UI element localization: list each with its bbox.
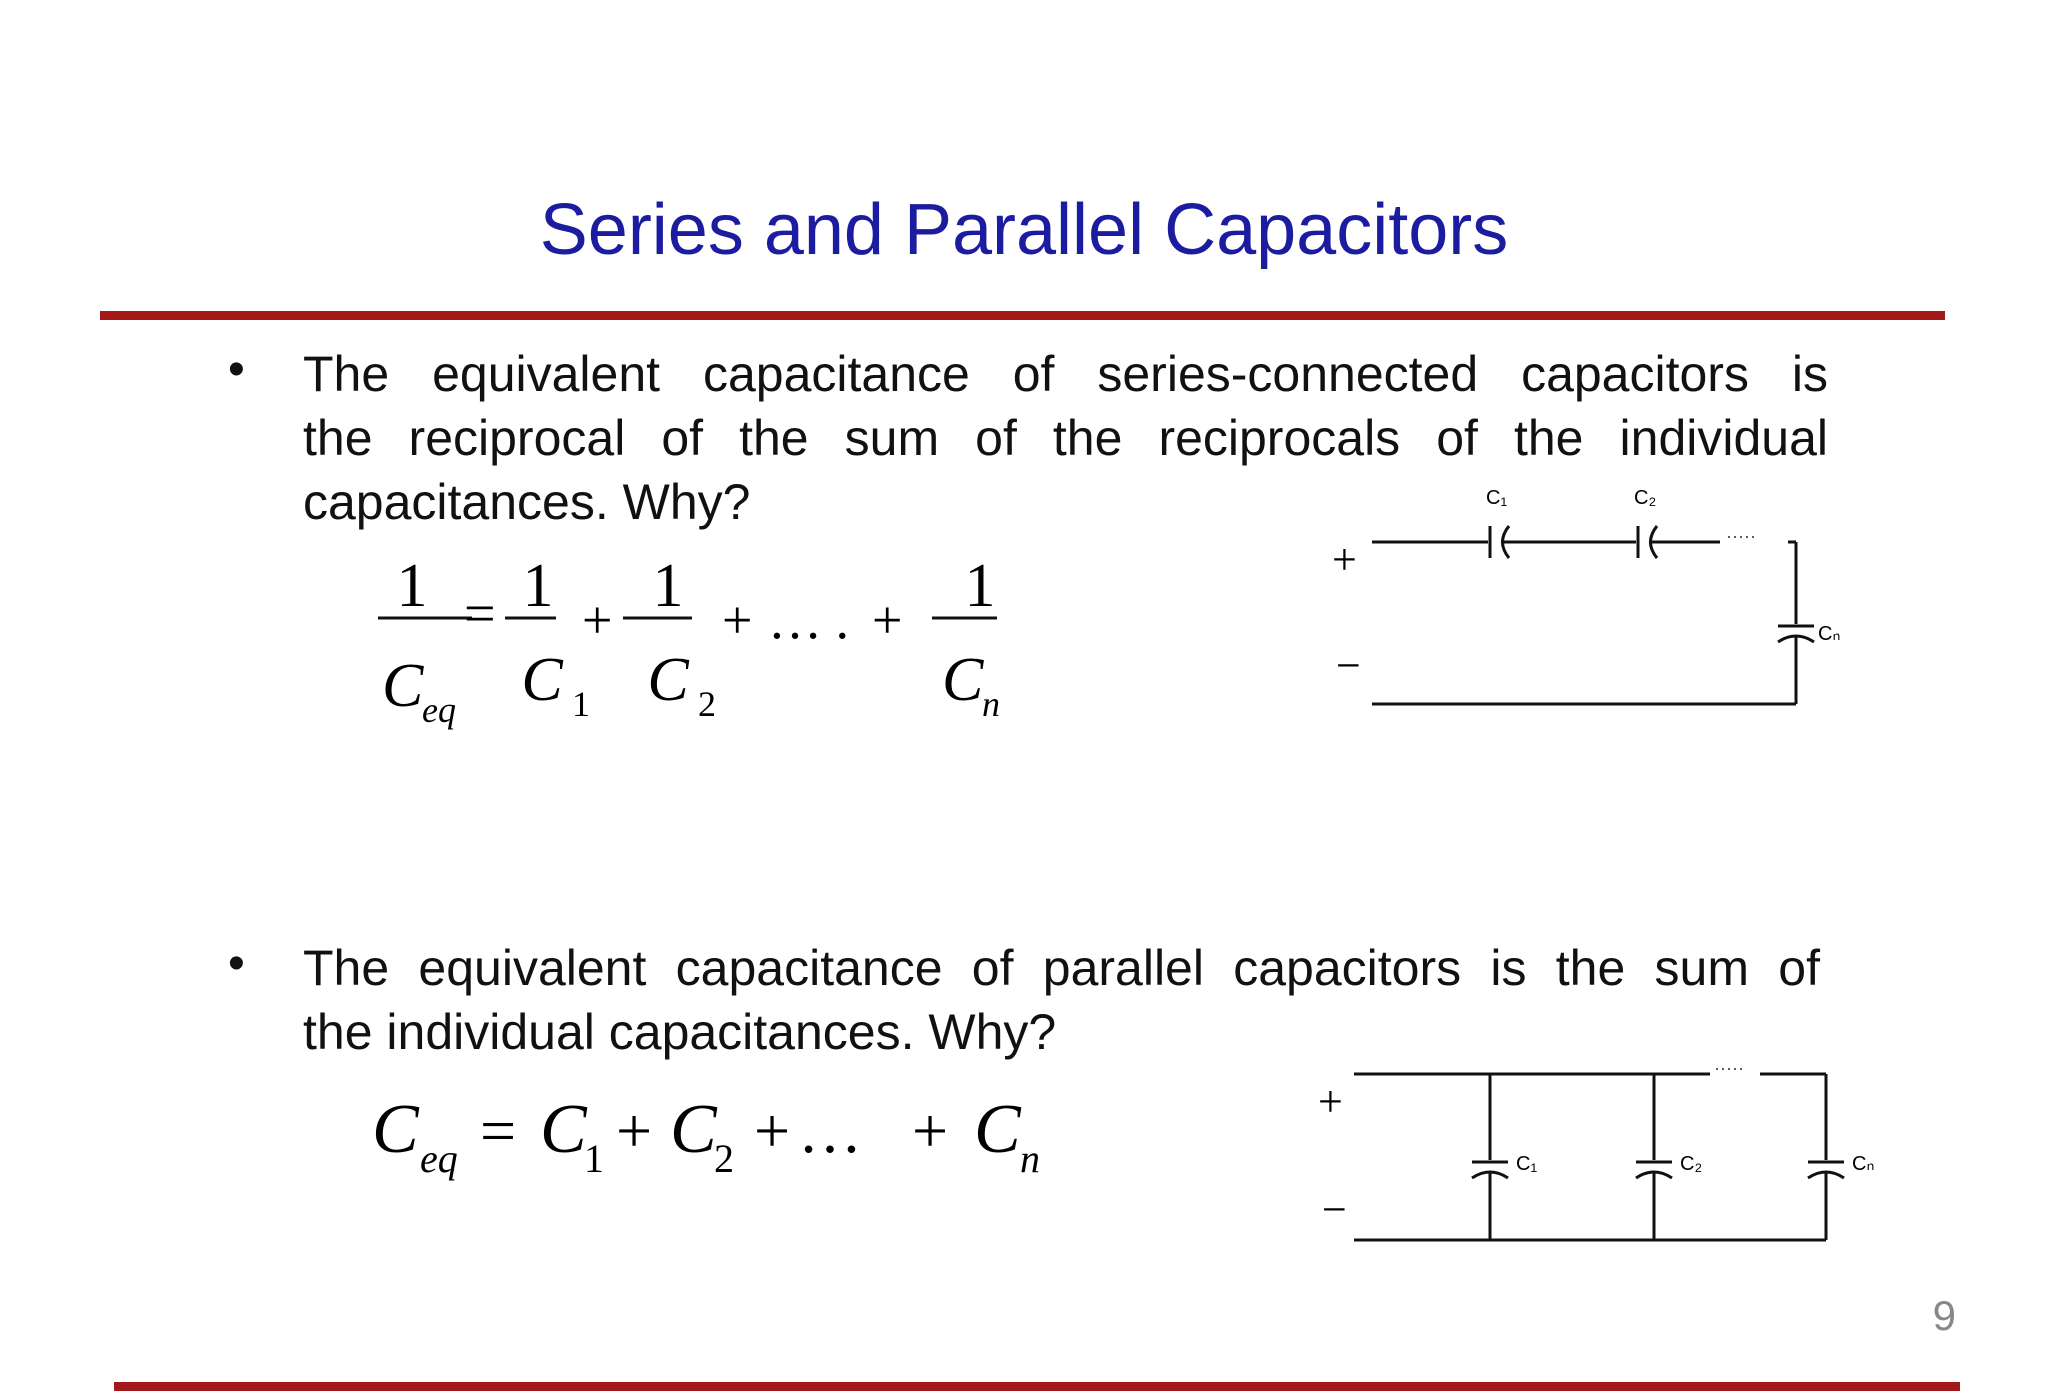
capacitor-label-cn: Cₙ [1818,623,1841,645]
bullet-line: The equivalent capacitance of parallel capacitors is the sum of [303,940,1820,996]
bullet-line: capacitances. Why? [303,474,751,530]
bullet-marker: • [228,937,245,990]
formula-plus: + [872,590,903,650]
formula-c2-sub: 2 [698,684,716,724]
capacitor-label-cn: Cₙ [1852,1153,1875,1175]
bullet-line: the reciprocal of the sum of the reciprocals of the individual [303,410,1828,466]
bullet-line: The equivalent capacitance of series-connected capacitors is [303,346,1828,402]
formula-plus: + [616,1095,653,1166]
formula-c2-sub: 2 [714,1136,734,1181]
terminal-minus: − [1322,1185,1347,1234]
formula-plus: + [912,1095,949,1166]
formula-dots: … . [768,590,849,650]
formula-c1-sub: 1 [584,1136,604,1181]
formula-c1: C [521,646,563,714]
footer-divider [114,1382,1960,1391]
formula-numerator: 1 [652,552,684,620]
formula-c2: C [647,646,689,714]
formula-cn-sub: n [1020,1136,1040,1181]
slide-title: Series and Parallel Capacitors [539,190,1509,270]
formula-ceq: C [372,1091,419,1168]
terminal-plus: + [1332,535,1357,584]
formula-plus: + [754,1095,791,1166]
capacitor-label-c2: C₂ [1680,1153,1703,1175]
formula-ceq-sub: eq [420,1136,458,1181]
formula-equals: = [464,583,496,645]
terminal-minus: − [1336,641,1361,690]
formula-cn: C [942,646,984,714]
series-circuit-diagram [1320,480,1880,720]
bullet-line: the individual capacitances. Why? [303,1004,1057,1060]
formula-numerator: 1 [964,552,996,620]
formula-dots: … [798,1095,862,1166]
formula-equals: = [480,1095,517,1166]
title-divider [100,311,1945,320]
parallel-circuit-diagram [1310,1040,1890,1260]
parallel-formula [370,1090,1070,1210]
capacitor-label-c2: C₂ [1634,487,1657,509]
series-formula [370,550,1020,740]
formula-ceq-sub: eq [422,690,456,730]
formula-ceq: C [382,652,424,720]
terminal-plus: + [1318,1077,1343,1126]
formula-c1: C [540,1091,587,1168]
ellipsis: ····· [1714,1058,1744,1078]
formula-plus: + [582,590,613,650]
capacitor-label-c1: C₁ [1486,487,1508,509]
formula-cn: C [974,1091,1021,1168]
formula-plus: + [722,590,753,650]
formula-cn-sub: n [982,684,1000,724]
formula-c2: C [670,1091,717,1168]
capacitor-label-c1: C₁ [1516,1153,1538,1175]
ellipsis: ····· [1726,526,1756,546]
formula-c1-sub: 1 [572,684,590,724]
page-number: 9 [1932,1292,1956,1339]
formula-numerator: 1 [522,552,554,620]
formula-numerator: 1 [396,552,428,620]
bullet-marker: • [228,343,245,396]
